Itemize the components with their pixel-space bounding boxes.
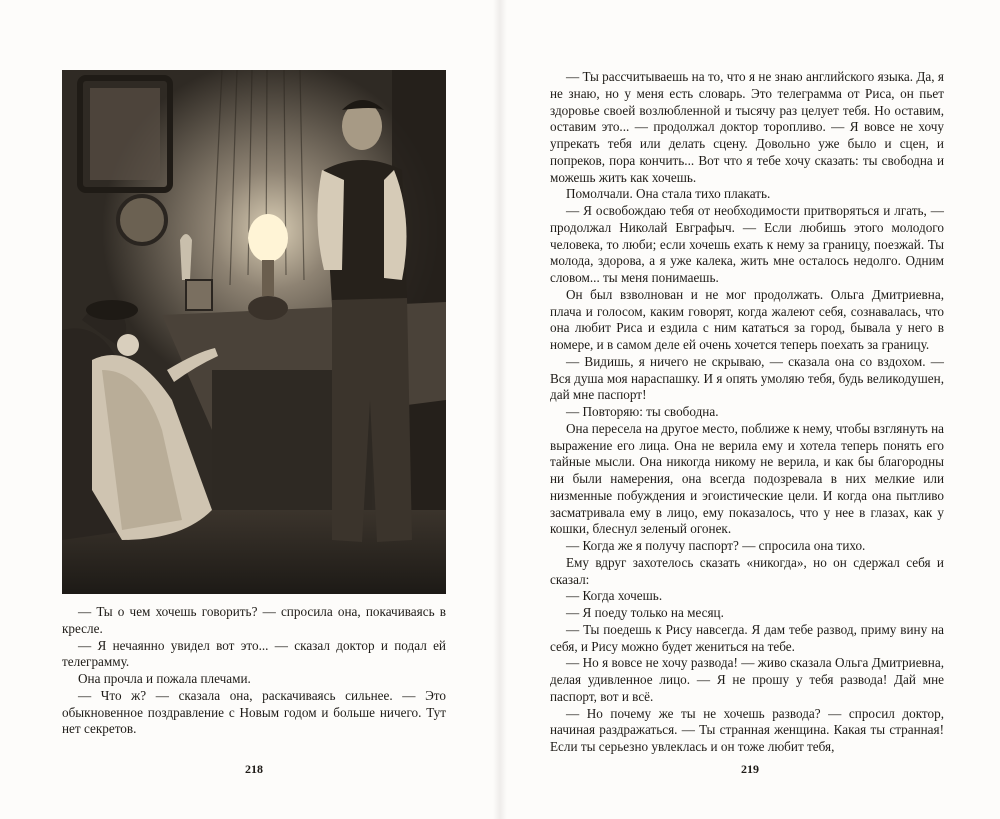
paragraph: — Ты рассчитываешь на то, что я не знаю английского языка. Да, я не знаю, но у меня есть словарь. Это телеграмма от Риса, он пьет здоровье своей возлюбленной и тысячу раз целует тебя. Но оставим, оставим это... — продолжал доктор торопливо. — Я вовсе не хочу упрекать тебя или делать сцену. Довольно уже было и сцен, и попреков, пора кончить... Вот что я тебе хочу сказать: ты свободна и можешь жить как хочешь.: [550, 69, 944, 185]
paragraph: — Видишь, я ничего не скрываю, — сказала она со вздохом. — Вся душа моя нараспашку. И я опять умоляю тебя, будь великодушен, дай мне паспорт!: [550, 353, 944, 403]
paragraph: — Когда хочешь.: [566, 588, 663, 604]
paragraph: — Я нечаянно увидел вот это... — сказал доктор и подал ей телеграмму.: [62, 637, 446, 670]
paragraph: Она пересела на другое место, поближе к нему, чтобы взглянуть на выражение его лица. Она не верила ему и хотела теперь понять его тайные мысли. Она никогда никому не верила, и как бы благородны ни были намерения, она всегда подозревала в них мелкие или низменные побуждения и эгоистические цели. И когда она пытливо засматривала ему в лицо, ему показалось, что у нее в глазах, как у кошки, блеснул зеленый огонек.: [550, 420, 944, 537]
right-page: [500, 0, 1000, 819]
paragraph: — Повторяю: ты свободна.: [566, 404, 719, 419]
paragraph: Помолчали. Она стала тихо плакать.: [566, 186, 771, 202]
paragraph: — Ты о чем хочешь говорить? — спросила она, покачиваясь в кресле.: [62, 604, 446, 636]
page-number: 218: [245, 762, 263, 776]
illustration-engraving: [62, 70, 446, 594]
paragraph: — Я освобождаю тебя от необходимости притворяться и лгать, — продолжал Николай Евграфыч. — Если любишь этого молодого человека, то люби; если хочешь ехать к нему за границу, поезжай. Ты молода, здорова, а я уже калека, жить мне осталось недолго. Одним словом... ты меня понимаешь.: [550, 203, 944, 285]
page-number: 219: [741, 762, 759, 776]
paragraph: — Когда же я получу паспорт? — спросила она тихо.: [566, 538, 866, 553]
paragraph: — Что ж? — сказала она, раскачиваясь сильнее. — Это обыкновенное поздравление с Новым годом и больше ничего. Тут нет секретов.: [62, 687, 446, 737]
paragraph: Она прочла и пожала плечами.: [78, 671, 251, 686]
paragraph: Ему вдруг захотелось сказать «никогда», но он сдержал себя и сказал:: [550, 554, 944, 587]
paragraph: — Но я вовсе не хочу развода! — живо сказала Ольга Дмитриевна, делая удивленное лицо. — Я не прошу у тебя развода! Дай мне паспорт, вот и всё.: [550, 655, 944, 704]
paragraph: Он был взволнован и не мог продолжать. Ольга Дмитриевна, плача и голосом, каким говорят, когда жалеют себя, сознавалась, что она любит Риса и ездила с ним кататься за город, бывала у него в номере, и в самом деле ей очень хочется теперь поехать за границу.: [550, 286, 944, 352]
right-page-text: [550, 69, 944, 756]
illustration: [62, 70, 446, 594]
paragraph: — Ты поедешь к Рису навсегда. Я дам тебе развод, приму вину на себя, и Рису можно будет жениться на тебе.: [550, 621, 944, 654]
paragraph: — Я поеду только на месяц.: [566, 605, 724, 620]
paragraph: — Но почему же ты не хочешь развода? — спросил доктор, начиная раздражаться. — Ты странная женщина. Какая ты странная! Если ты серьезно увлеклась и он тоже любит тебя,: [550, 705, 944, 754]
left-page-text: [62, 604, 446, 738]
